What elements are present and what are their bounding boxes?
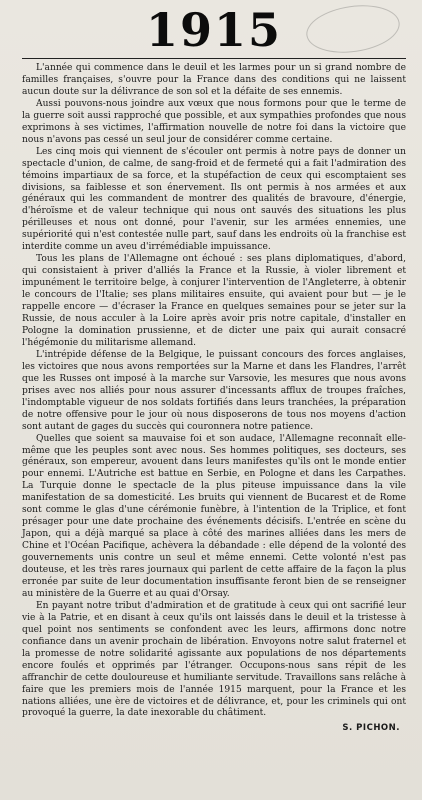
- title-divider: [22, 58, 406, 59]
- paragraph: Aussi pouvons-nous joindre aux vœux que nous formons pour que le terme de la guerre soit aussi rapproché que possible, et aux sympathies profondes que nous exprimons à ses victimes, l'affirmation nouvelle de notre foi dans la victoire que nous n'avons pas cessé un seul jour de considérer comme certaine.: [22, 98, 406, 145]
- author-signature: S. PICHON.: [342, 723, 400, 734]
- paragraph: Les cinq mois qui viennent de s'écouler ont permis à notre pays de donner un spectacle d'union, de calme, de sang-froid et de fermeté qui a fait l'admiration des témoins impartiaux de sa force, et la stupéfaction de ceux qui escomptaient ses divisions, sa faiblesse et son énervement. Ils ont permis à nos armées et aux généraux qui les commandent de montrer des qualités de bravoure, d'énergie, d'héroïsme et de valeur technique qui nous ont sauvés des situations les plus périlleuses et nous ont donné, pour l'avenir, sur les armées ennemies, une supériorité qui n'est contestée nulle part, sauf dans les endroits où la franchise est interdite comme un aveu d'irrémédiable impuissance.: [22, 146, 406, 253]
- article-title: 1915: [145, 3, 283, 57]
- paragraph: Quelles que soient sa mauvaise foi et son audace, l'Allemagne reconnaît elle-même que les peuples sont avec nous. Ses hommes politiques, ses docteurs, ses généraux, son empereur, avouent dans leurs manifestes qu'ils ont le monde entier pour ennemi. L'Autriche est battue en Serbie, en Pologne et dans les Carpathes. La Turquie donne le spectacle de la plus piteuse impuissance dans la vile manifestation de sa domesticité. Les bruits qui viennent de Bucarest et de Rome sont comme le glas d'une cérémonie funèbre, à l'intention de la Triplice, et font présager pour une date prochaine des événements décisifs. L'entrée en scène du Japon, qui a déjà marqué sa place à côté des marines alliées dans les mers de Chine et l'Océan Pacifique, achèvera la débandade : elle dépend de la volonté des gouvernements unis contre un seul et même ennemi. Cette volonté n'est pas douteuse, et les très rares journaux qui parlent de cette affaire de la façon la plus erronée par suite de leur documentation insuffisante feront bien de se renseigner au ministère de la Guerre et au quai d'Orsay.: [22, 433, 406, 599]
- paragraph: L'intrépide défense de la Belgique, le puissant concours des forces anglaises, les victoires que nous avons remportées sur la Marne et dans les Flandres, l'arrêt que les Russes ont imposé à la marche sur Varsovie, les mesures que nous avons prises avec nos alliés pour nous assurer d'incessants afflux de troupes fraîches, l'indomptable vigueur de nos soldats fortifiés dans leurs tranchées, la préparation de notre offensive pour le jour où nous disposerons de tous nos moyens d'action sont autant de gages du succès qui couronnera notre patience.: [22, 349, 406, 432]
- paragraph: Tous les plans de l'Allemagne ont échoué : ses plans diplomatiques, d'abord, qui consistaient à priver d'alliés la France et la Russie, à violer librement et impunément le territoire belge, à conjurer l'intervention de l'Angleterre, à obtenir le concours de l'Italie; ses plans militaires ensuite, qui avaient pour but — je le rappelle encore — d'écraser la France en quelques semaines pour se jeter sur la Russie, de nous acculer à la Loire après avoir pris notre capitale, d'installer en Pologne la domination prussienne, et de dicter une paix qui aurait consacré l'hégémonie du militarisme allemand.: [22, 254, 406, 348]
- article-body: [22, 63, 406, 720]
- paragraph: En payant notre tribut d'admiration et de gratitude à ceux qui ont sacrifié leur vie à la Patrie, et en disant à ceux qu'ils ont laissés dans le deuil et la tristesse à quel point nos sentiments se confondent avec les leurs, affirmons donc notre confiance dans un avenir prochain de libération. Envoyons notre salut fraternel et la promesse de notre solidarité agissante aux populations de nos départements encore foulés et opprimés par l'étranger. Occupons-nous sans répit de les affranchir de cette douloureuse et humiliante servitude. Travaillons sans relâche à faire que les premiers mois de l'année 1915 marquent, pour la France et les nations alliées, une ère de victoires et de délivrance, et, pour les criminels qui ont provoqué la guerre, la date inexorable du châtiment.: [22, 600, 406, 719]
- paragraph: L'année qui commence dans le deuil et les larmes pour un si grand nombre de familles françaises, s'ouvre pour la France dans des conditions qui ne laissent aucun doute sur la délivrance de son sol et la défaite de ses ennemis.: [22, 63, 406, 97]
